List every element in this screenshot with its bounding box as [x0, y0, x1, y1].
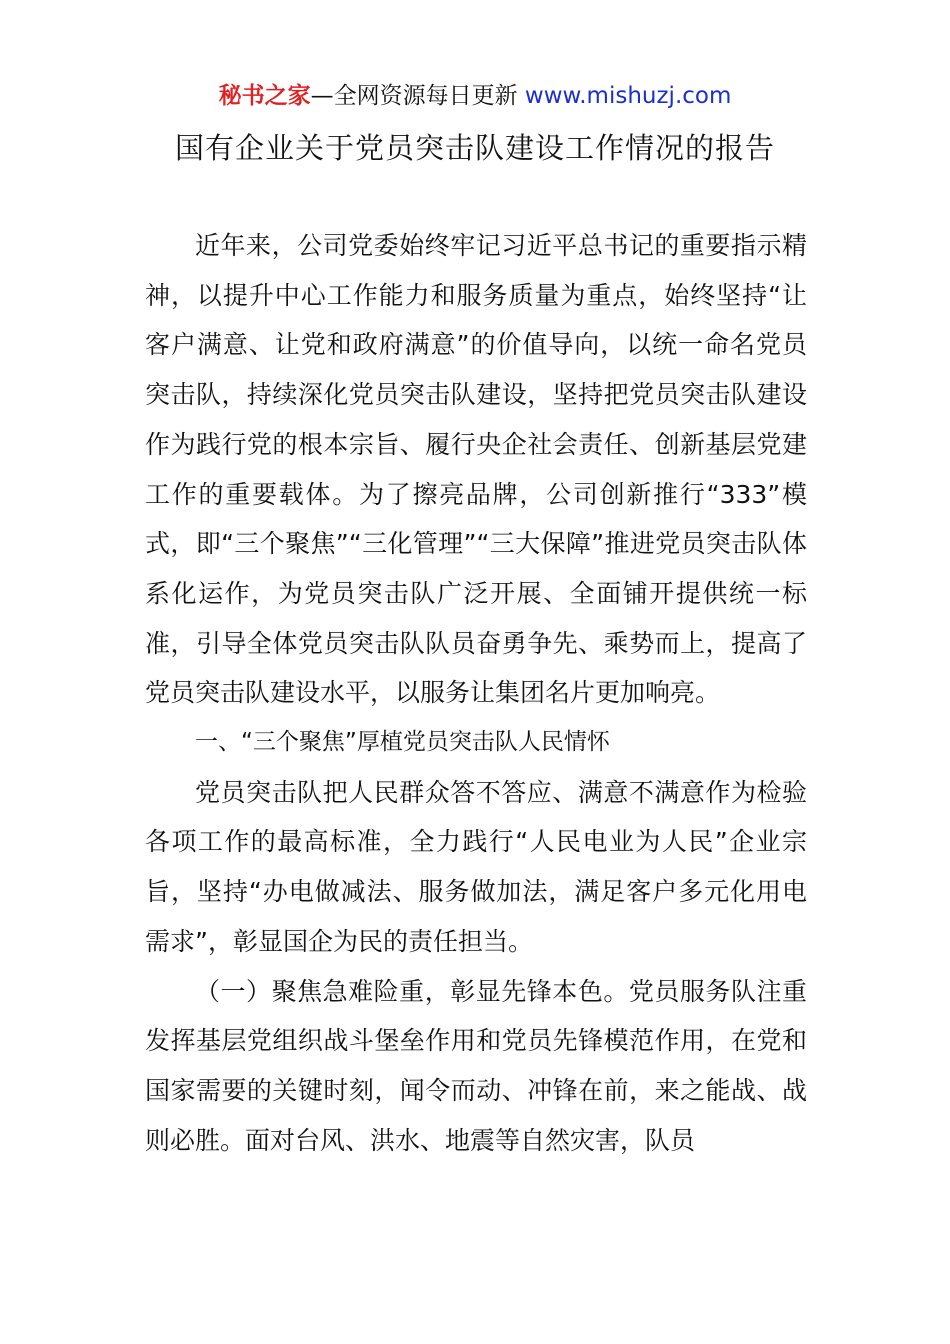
brand-name: 秘书之家 — [218, 83, 311, 109]
section-heading-1: 一、“三个聚焦”厚植党员突击队人民情怀 — [195, 729, 610, 756]
header-tagline: —全网资源每日更新 — [310, 83, 525, 109]
paragraph-subsection-1: （一）聚焦急难险重，彰显先锋本色。党员服务队注重发挥基层党组织战斗堡垒作用和党员先锋模范作用，在党和国家需要的关键时刻，闻令而动、冲锋在前，来之能战、战则必胜。面对台风、洪水、地震等自然灾害，队员 — [145, 976, 807, 1155]
document-body — [145, 221, 807, 1165]
site-url-link[interactable]: www.mishuzj.com — [524, 83, 732, 109]
document-title: 国有企业关于党员突击队建设工作情况的报告 — [174, 131, 775, 165]
paragraph-intro: 近年来，公司党委始终牢记习近平总书记的重要指示精神，以提升中心工作能力和服务质量为重点，始终坚持“让客户满意、让党和政府满意”的价值导向，以统一命名党员突击队，持续深化党员突击队建设，坚持把党员突击队建设作为践行党的根本宗旨、履行央企社会责任、创新基层党建工作的重要载体。为了擦亮品牌，公司创新推行“333”模式，即“三个聚焦”“三化管理”“三大保障”推进党员突击队体系化运作，为党员突击队广泛开展、全面铺开提供统一标准，引导全体党员突击队队员奋勇争先、乘势而上，提高了党员突击队建设水平，以服务让集团名片更加响亮。 — [145, 231, 807, 708]
paragraph-section-1: 党员突击队把人民群众答不答应、满意不满意作为检验各项工作的最高标准，全力践行“人民电业为人民”企业宗旨，坚持“办电做减法、服务做加法，满足客户多元化用电需求”，彰显国企为民的责任担当。 — [145, 777, 807, 956]
site-header — [0, 80, 950, 112]
